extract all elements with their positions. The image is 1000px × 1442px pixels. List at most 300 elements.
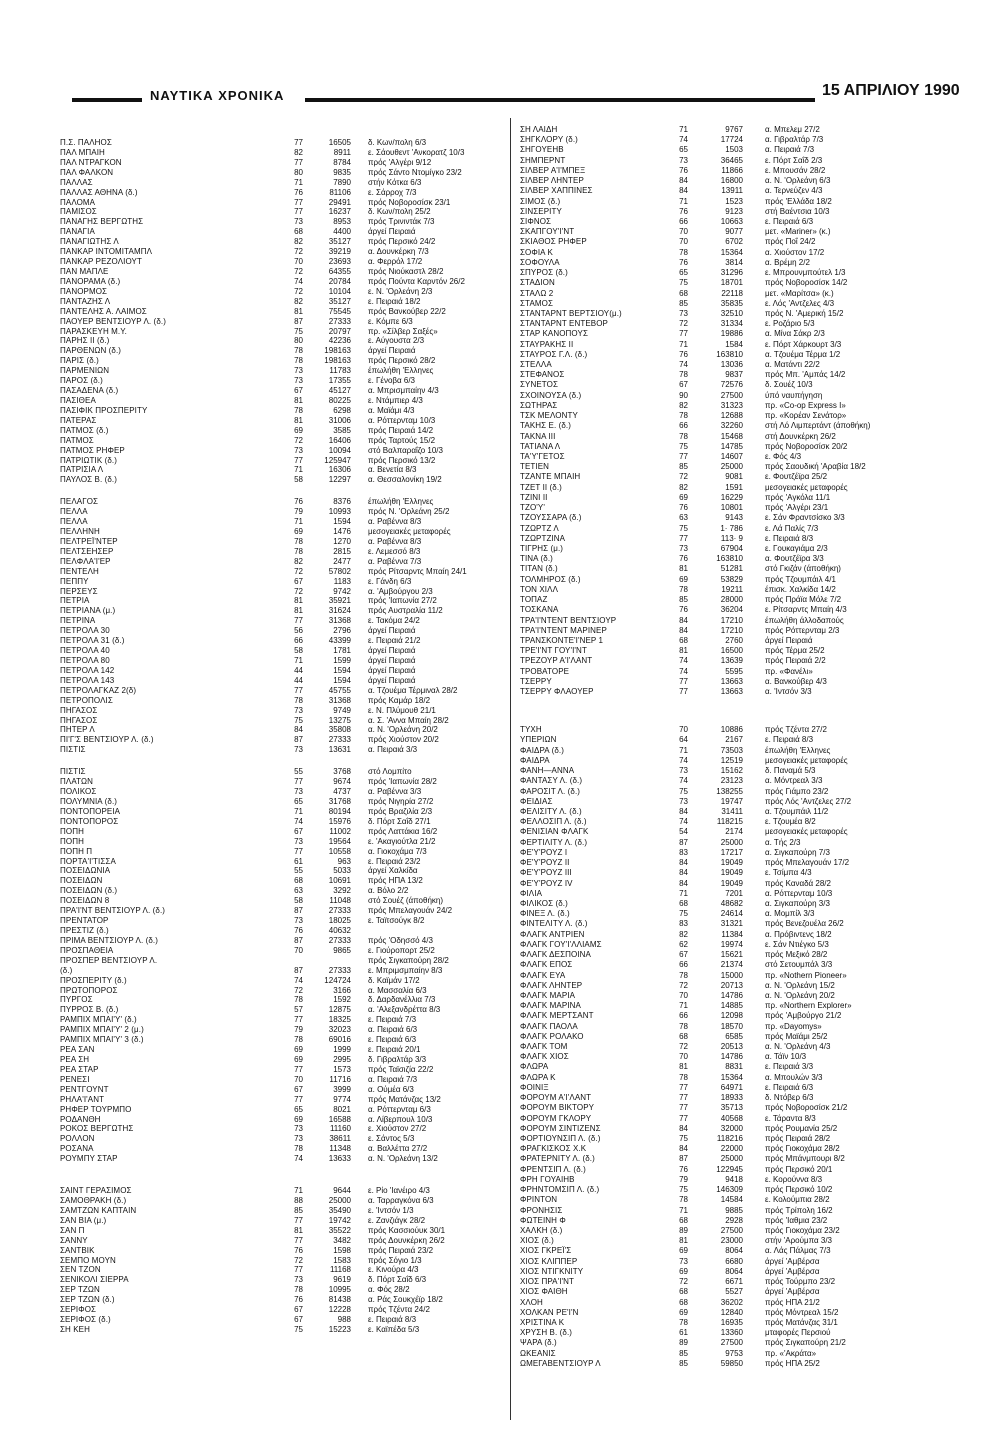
ship-row (60, 665, 505, 676)
ship-position: πρ. «Φανέλι» (765, 666, 813, 676)
ship-row (520, 1338, 960, 1348)
ship-build-year: 77 (679, 687, 688, 697)
ship-position: πρ. «Nothern Pioneer» (765, 970, 847, 980)
ship-build-year: 73 (294, 366, 303, 376)
ship-row (520, 838, 960, 848)
ship-build-year: 83 (679, 919, 688, 929)
ship-build-year: 70 (679, 725, 688, 735)
ship-build-year: 81 (294, 415, 303, 425)
ship-row (60, 626, 505, 636)
ship-name: ΠΟΠΗ (60, 836, 84, 846)
ship-build-year: 89 (679, 1338, 688, 1348)
ship-name: ΠΑΣΙΦΙΚ ΠΡΟΣΠΕΡΙΤΥ (60, 405, 148, 415)
ship-build-year: 78 (294, 1035, 303, 1045)
ship-tonnage: 10886 (720, 725, 743, 735)
ship-row (520, 1216, 960, 1226)
ship-tonnage: 11384 (721, 929, 743, 939)
ship-row (60, 606, 505, 616)
ship-position: πρός Ρουμανία 25/2 (765, 1123, 838, 1133)
ship-row (60, 576, 505, 587)
ship-row (520, 646, 960, 656)
ship-row (520, 534, 960, 544)
ship-position: πρ. «Κορέαν Σενάτορ» (765, 411, 847, 421)
ship-row (520, 971, 960, 981)
ship-row (60, 705, 505, 716)
ship-position: α. Βαλλέττα 27/2 (368, 1144, 428, 1154)
ship-name: ΤΟΣΚΑΝΑ (520, 605, 559, 615)
ship-tonnage: 3814 (725, 257, 743, 267)
ship-build-year: 81 (679, 1236, 688, 1246)
ship-build-year: 71 (294, 517, 303, 527)
ship-name: ΦΛΑΓΚ ΤΟΜ (520, 1042, 568, 1052)
ship-build-year: 72 (679, 1042, 688, 1052)
ship-row (520, 554, 960, 564)
ship-tonnage: 8376 (333, 497, 351, 507)
ship-row (520, 125, 960, 135)
ship-row (60, 336, 505, 346)
ship-tonnage: 80194 (328, 806, 351, 816)
ship-tonnage: 18570 (720, 1021, 743, 1031)
ship-row (520, 827, 960, 837)
ship-name: ΠΕΛΑΓΟΣ (60, 497, 99, 507)
ship-build-year: 68 (294, 876, 303, 886)
ship-row (520, 1175, 960, 1185)
ship-row (520, 919, 960, 929)
ship-build-year: 73 (294, 916, 303, 926)
ship-build-year: 79 (679, 1174, 688, 1184)
ship-row (520, 421, 960, 431)
ship-row (60, 157, 505, 168)
ship-position: πρός Ματάνζας 13/2 (368, 1094, 441, 1104)
ship-name: ΠΟΣΕΙΔΩΝΙΑ (60, 866, 111, 876)
ship-build-year: 76 (679, 605, 688, 615)
ship-row (60, 1084, 505, 1095)
ship-name: ΣΤΑΥΡΟΣ Γ.Λ. (δ.) (520, 349, 588, 359)
ship-tonnage: 9835 (333, 167, 351, 177)
ship-tonnage: 10558 (328, 846, 351, 856)
ship-row (60, 217, 505, 227)
ship-name: ΡΟΛΛΟΝ (60, 1134, 95, 1144)
ship-name: ΤΟΛΜΗΡΟΣ (δ.) (520, 574, 581, 584)
ship-position: πρός Ν. 'Αμερική 15/2 (765, 308, 844, 318)
ship-name: ΣΗ ΛΑΙΔΗ (520, 125, 558, 134)
ship-build-year: 80 (294, 167, 303, 177)
ship-name: ΠΕΡΣΕΥΣ (60, 586, 98, 596)
ship-position: έπωλήθη 'Ελληνες (765, 745, 831, 755)
ship-row (520, 217, 960, 227)
ship-build-year: 65 (294, 1104, 303, 1114)
ship-position: πρός Ρόττερνταμ 2/3 (765, 625, 840, 635)
ship-tonnage: 5033 (333, 866, 351, 876)
ship-position: άργεί Πειραιά (368, 626, 416, 636)
ship-tonnage: 19049 (720, 868, 743, 878)
ship-row (520, 950, 960, 960)
ship-position: άργεί Πειραιά (368, 346, 416, 356)
ship-build-year: 77 (294, 1265, 303, 1275)
ship-position: α. Ρόττερνταμ 6/3 (368, 1104, 431, 1114)
ship-position: πρός Μπ. 'Αμπάς 14/2 (765, 370, 846, 380)
ship-name: ΠΡΟΣΠΑΘΕΙΑ (60, 945, 114, 955)
ship-tonnage: 963 (337, 856, 351, 866)
ship-position: πρ. «'Ακράτα» (765, 1348, 817, 1358)
ship-name: ΦΕΛΛΟΣΙΠ Λ. (δ.) (520, 817, 587, 827)
ship-tonnage: 19564 (328, 836, 351, 846)
ship-build-year: 78 (294, 995, 303, 1005)
ship-row (60, 475, 505, 485)
ship-tonnage: 125947 (324, 455, 351, 465)
ship-position: α. Λίβερπουλ 10/3 (368, 1114, 433, 1124)
ship-build-year: 68 (679, 635, 688, 645)
ship-row (520, 135, 960, 145)
ship-tonnage: 6702 (725, 237, 743, 247)
ship-row (60, 1154, 505, 1164)
ship-position: ε. Γένοβα 6/3 (368, 376, 416, 386)
ship-build-year: 68 (679, 898, 688, 908)
ship-name: ΣΙΛΒΕΡ Α'Ι'ΜΠΕΞ (520, 165, 586, 175)
ship-name: ΤΑ'Υ'ΓΕΤΟΣ (520, 452, 565, 461)
ship-row (520, 626, 960, 636)
ship-name: ΠΑΡΙΣ (δ.) (60, 356, 99, 366)
ship-build-year: 71 (294, 1186, 303, 1196)
ship-build-year: 71 (294, 465, 303, 475)
ship-build-year: 79 (294, 1025, 303, 1035)
ship-name: ΣΟΦΟΥΛΑ (520, 257, 560, 267)
ship-row (60, 945, 505, 956)
ship-row (60, 147, 505, 158)
ship-position: πρός Πειραιά 28/2 (765, 1134, 831, 1143)
ship-position: α. Τζουέμα Τέρμα 1/2 (765, 349, 841, 359)
ship-tonnage: 10993 (328, 507, 351, 517)
ship-row (60, 715, 505, 726)
ship-build-year: 75 (679, 441, 688, 451)
header-rule-center (305, 98, 815, 102)
ship-row (520, 940, 960, 950)
ship-tonnage: 28000 (720, 595, 743, 605)
ship-position: πρός Περσικό 28/2 (368, 356, 436, 366)
ship-row (60, 1186, 505, 1196)
ship-name: ΦΙΛΙΚΟΣ (δ.) (520, 898, 568, 908)
ship-tonnage: 10995 (328, 1285, 351, 1295)
ship-row (60, 1285, 505, 1295)
ship-name: ΣΥΝΕΤΟΣ (520, 380, 559, 390)
ship-tonnage: 80225 (328, 395, 351, 405)
ship-tonnage: 13633 (328, 1154, 351, 1164)
ship-tonnage: 14584 (720, 1195, 743, 1205)
ship-name: ΦΕΝΙΣΙΑΝ ΦΛΑΓΚ (520, 827, 589, 837)
ship-build-year: 69 (294, 1045, 303, 1055)
ship-name: ΦΟΙΝΙΞ (520, 1082, 549, 1092)
ship-build-year: 77 (679, 1082, 688, 1092)
ship-position: α. Σ. 'Αννα Μπαίη 28/2 (368, 715, 449, 725)
ship-name: ΦΕ'Υ'ΡΟΥΖ Ι (520, 847, 568, 857)
ship-tonnage: 13663 (720, 687, 743, 697)
ship-build-year: 76 (679, 206, 688, 216)
ship-row (60, 415, 505, 426)
ship-tonnage: 36202 (720, 1297, 743, 1307)
ship-build-year: 87 (294, 316, 303, 326)
ship-build-year: 74 (679, 135, 688, 145)
ship-row (60, 1225, 505, 1236)
ship-build-year: 73 (294, 836, 303, 846)
ship-tonnage: 73503 (720, 745, 743, 755)
ship-build-year: 66 (679, 216, 688, 226)
ship-position: α. Θεσσαλονίκη 19/2 (368, 475, 442, 485)
ship-name: ΤΑΚΗΣ Ε. (δ.) (520, 421, 571, 431)
ship-tonnage: 16505 (328, 138, 351, 147)
ship-tonnage: 16500 (720, 646, 743, 656)
ship-row (60, 896, 505, 906)
ship-position: ε. Τακόμα 24/2 (368, 616, 420, 626)
ship-name: ΠΟΠΗ Π (60, 846, 93, 856)
ship-row (60, 695, 505, 706)
ship-tonnage: 15364 (720, 1072, 743, 1082)
ship-position: ύπό ναυπήγηση (765, 390, 823, 400)
ship-build-year: 78 (294, 536, 303, 546)
ship-name: ΦΛΩΡΑ Κ (520, 1072, 556, 1082)
ship-row (60, 995, 505, 1005)
ship-tonnage: 32260 (720, 421, 743, 431)
ship-name: ΦΕΡΤΙΛΙΤΥ Λ. (δ.) (520, 837, 588, 847)
ship-row (520, 991, 960, 1001)
ship-tonnage: 1183 (333, 576, 351, 586)
ship-position: α. Πειραιά 7/3 (765, 145, 815, 155)
ship-tonnage: 8831 (725, 1062, 743, 1072)
ship-build-year: 77 (294, 1094, 303, 1104)
ship-position: έπωλήθη 'Ελληνες (368, 497, 434, 507)
ship-row (60, 455, 505, 466)
ship-tonnage: 13663 (720, 676, 743, 686)
ship-position: στήν 'Αρούμπα 3/3 (765, 1236, 832, 1246)
ship-build-year: 84 (679, 807, 688, 816)
ship-row (520, 1124, 960, 1134)
ship-build-year: 77 (294, 197, 303, 207)
ship-tonnage: 27333 (328, 935, 351, 945)
ship-position: πρός 'Αλγέρι 9/12 (368, 157, 432, 167)
ship-tonnage: 1594 (333, 517, 351, 527)
column-divider (510, 118, 511, 1420)
ship-tonnage: 3292 (333, 886, 351, 896)
ship-row (60, 675, 505, 686)
ship-tonnage: 39219 (328, 247, 351, 257)
ship-tonnage: 198163 (324, 356, 351, 366)
ship-row (520, 807, 960, 817)
ship-position: α. Ραβέννα 3/3 (368, 787, 422, 797)
ship-name: ΣΗΓΚΛΟΡΥ (δ.) (520, 135, 578, 145)
ship-build-year: 78 (294, 546, 303, 556)
ship-name: ΣΚΑΠΓΟΥ'Ι'ΝΤ (520, 227, 575, 237)
ship-tonnage: 14607 (720, 452, 743, 461)
ship-tonnage: 31006 (328, 415, 351, 425)
ship-row (60, 856, 505, 867)
ship-row (60, 1305, 505, 1315)
ship-tonnage: 2796 (333, 626, 351, 636)
ship-build-year: 77 (679, 1103, 688, 1113)
ship-row (60, 935, 505, 946)
ship-build-year: 78 (294, 346, 303, 356)
ship-build-year: 76 (294, 1295, 303, 1305)
ship-position: στήν Κότκα 6/3 (368, 177, 422, 187)
ship-position: α. Τζουέμα Τέρμιναλ 28/2 (368, 685, 458, 695)
ship-row (520, 197, 960, 207)
ship-row (520, 1042, 960, 1052)
ship-position: ε. Πειραιά 7/3 (368, 1015, 417, 1025)
ship-name: ΠΟΣΕΙΔΩΝ (δ.) (60, 886, 118, 896)
ship-name: ΦΟΡΟΥΜ Α'Ι'ΛΑΝΤ (520, 1093, 592, 1103)
ship-position: πρός Νοβοροσίσκ 14/2 (765, 278, 848, 288)
ship-row (520, 1246, 960, 1256)
ship-row (60, 965, 505, 976)
ship-position: πρός Περσικό 10/2 (765, 1185, 833, 1195)
ship-build-year: 70 (679, 1052, 688, 1062)
ship-build-year: 77 (294, 455, 303, 465)
ship-position: έπωλήθη 'Ελληνες (368, 366, 434, 376)
ship-position: α. Μίνα Σάκρ 2/3 (765, 329, 825, 339)
ship-row (520, 776, 960, 786)
ship-position: ε. Ν. 'Ορλεάνη 2/3 (368, 286, 433, 296)
ship-build-year: 73 (294, 445, 303, 455)
ship-name: ΤΖΩΡΤΖ Λ (520, 523, 559, 533)
ship-tonnage: 4400 (333, 227, 351, 237)
ship-build-year: 84 (679, 186, 688, 196)
ship-row (60, 276, 505, 287)
ship-build-year: 73 (294, 787, 303, 797)
ship-tonnage: 31411 (721, 807, 743, 816)
ship-tonnage: 31296 (720, 268, 743, 278)
ship-name: ΣΙΛΒΕΡ ΛΗΝΤΕΡ (520, 176, 584, 186)
ship-build-year: 73 (294, 217, 303, 227)
ship-build-year: 71 (679, 125, 688, 134)
ship-name: ΦΛΑΓΚ ΓΟΥ'Ι'ΛΛΙΑΜΣ (520, 939, 602, 949)
ship-build-year: 72 (294, 985, 303, 995)
ship-position: άργεί 'Αμβέρσα (765, 1256, 820, 1266)
ship-name: ΠΕΛΤΣΕΗΣΕΡ (60, 546, 114, 556)
ship-tonnage: 1594 (333, 675, 351, 685)
ship-row (60, 985, 505, 996)
ship-row (60, 1134, 505, 1144)
ship-position: α. Ραβέννα 8/3 (368, 517, 422, 527)
ship-build-year: 75 (679, 786, 688, 796)
ship-name: ΧΡΙΣΤΙΝΑ Κ (520, 1317, 565, 1327)
ship-position: πρός ΗΠΑ 21/2 (765, 1297, 820, 1307)
ship-name: ΤΖΟΥΣΣΑΡΑ (δ.) (520, 513, 582, 523)
ship-position: πρός Δουνκέρκη 26/2 (368, 1235, 445, 1245)
ship-row (520, 268, 960, 278)
ship-name: (δ.) (60, 965, 73, 975)
ship-build-year: 82 (294, 147, 303, 157)
ship-position: ε. Ν. Πλύμουθ 21/1 (368, 705, 436, 715)
ship-name: ΦΙΝΤΕΛΙΤΥ Λ. (δ.) (520, 919, 588, 929)
ship-position: α. 'Ιντσόν 3/3 (765, 687, 812, 697)
ship-row (520, 1154, 960, 1164)
ship-build-year: 90 (679, 390, 688, 400)
ship-name: ΠΑΤΕΡΑΣ (60, 415, 97, 425)
ship-name: ΧΙΟΣ (δ.) (520, 1236, 554, 1246)
ship-tonnage: 16306 (328, 465, 351, 475)
publication-title: ΝΑΥΤΙΚΑ ΧΡΟΝΙΚΑ (150, 88, 285, 103)
ship-tonnage: 43399 (328, 636, 351, 646)
ship-row (520, 585, 960, 595)
ship-name: ΡΑΜΠΙΧ ΜΠΑΙ'Υ' 2 (μ.) (60, 1025, 144, 1035)
ship-name: ΠΕΛΛΑ (60, 517, 88, 527)
ship-position: ε. Ζανζιάγκ 28/2 (368, 1215, 426, 1225)
ship-tonnage: 16588 (328, 1114, 351, 1124)
ship-name: ΠΑΝΑΓΙΩΤΗΣ Λ (60, 237, 119, 247)
ship-build-year: 72 (294, 566, 303, 576)
ship-name: ΠΑΝΚΑΡ ΙΝΤΟΜΙΤΑΜΠΛ (60, 247, 153, 257)
ship-tonnage: 20513 (720, 1042, 743, 1052)
ship-row (520, 1206, 960, 1216)
ship-build-year: 56 (294, 626, 303, 636)
ship-name: ΦΡΟΝΗΣΙΣ (520, 1205, 563, 1215)
ship-position: α. Πειραιά 7/3 (368, 1074, 418, 1084)
ship-tonnage: 11783 (329, 366, 351, 376)
ship-tonnage: 3482 (333, 1235, 351, 1245)
ship-position: πρός Λός 'Αντζελες 27/2 (765, 796, 852, 806)
ship-position: πρός Χιούστον 20/2 (368, 735, 439, 745)
ship-tonnage: 32510 (720, 308, 743, 318)
ship-name: ΠΡΕΣΤΙΖ (δ.) (60, 925, 109, 935)
ship-row (60, 1124, 505, 1134)
ship-row (520, 656, 960, 666)
ship-name: ΠΑΛ ΝΤΡΑΓΚΟΝ (60, 157, 122, 167)
ship-row (520, 1287, 960, 1297)
ship-position: α. Φός 28/2 (368, 1285, 410, 1295)
ship-tonnage: 163810 (716, 554, 743, 564)
ship-row (60, 1045, 505, 1055)
ship-row (60, 886, 505, 896)
ship-build-year: 62 (679, 939, 688, 949)
ship-tonnage: 8064 (725, 1246, 743, 1256)
ship-tonnage: 11348 (329, 1144, 351, 1154)
ship-row (60, 167, 505, 178)
ship-name: ΠΕΤΡΟΠΟΛΙΣ (60, 695, 113, 705)
ship-row (60, 1025, 505, 1035)
ship-build-year: 76 (294, 497, 303, 507)
ship-build-year: 74 (679, 656, 688, 666)
ship-build-year: 85 (679, 595, 688, 605)
ship-row (60, 177, 505, 188)
ship-position: άργεί 'Αμβέρσα (765, 1266, 820, 1276)
ship-tonnage: 9077 (725, 227, 743, 237)
ship-tonnage: 31323 (720, 400, 743, 410)
ship-name: ΠΑΝΟΡΑΜΑ (δ.) (60, 276, 121, 286)
ship-position: α. Βανκούβερ 4/3 (765, 676, 827, 686)
ship-build-year: 78 (679, 247, 688, 257)
ship-name: ΠΑΝ ΜΑΠΛΕ (60, 266, 109, 276)
ship-tonnage: 35127 (328, 237, 351, 247)
ship-tonnage: 12688 (720, 411, 743, 421)
ship-tonnage: 31321 (720, 919, 743, 929)
ship-name: ΤΙΓΡΗΣ (μ.) (520, 543, 564, 553)
ship-build-year: 70 (679, 227, 688, 237)
ship-build-year: 82 (294, 556, 303, 566)
ship-name: ΠΡΟΣΠΕΡΙΤΥ (δ.) (60, 975, 127, 985)
ship-name: ΤΡΑΝΣΚΟΝΤΕ'Ι'ΝΕΡ 1 (520, 635, 604, 645)
ship-name: ΦΡΗ ΓΟΥΑΙΗΒ (520, 1174, 575, 1184)
ship-row (60, 955, 505, 966)
ship-build-year: 58 (294, 896, 303, 906)
ship-name: ΠΑΤΡΙΣΙΑ Λ (60, 465, 104, 475)
ship-row (60, 187, 505, 198)
ship-row (520, 391, 960, 401)
ship-name: ΣΑΝ Π (60, 1225, 85, 1235)
ship-position: πρός 'Αμβούργο 21/2 (765, 1011, 842, 1021)
ship-name: ΣΙΦΝΟΣ (520, 216, 552, 226)
ship-tonnage: 19049 (720, 858, 743, 868)
ship-position: α. Τής 2/3 (765, 837, 801, 847)
ship-build-year: 82 (679, 400, 688, 410)
ship-build-year: 66 (679, 960, 688, 970)
